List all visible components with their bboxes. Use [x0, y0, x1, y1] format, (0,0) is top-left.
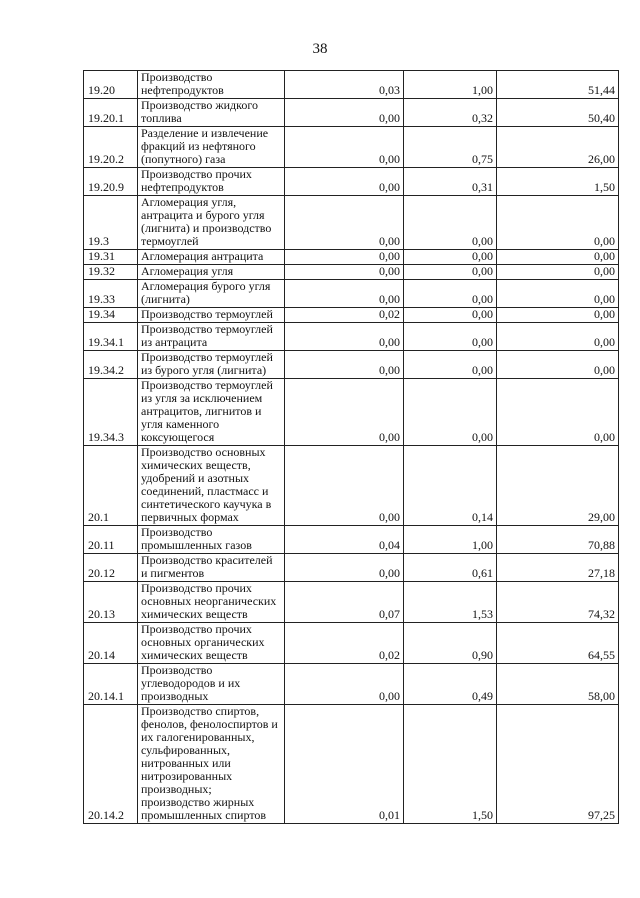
row-value-3: 64,55 [497, 623, 619, 664]
row-code: 19.20.2 [84, 127, 138, 168]
row-value-2: 0,00 [404, 280, 497, 308]
row-value-1: 0,00 [285, 127, 404, 168]
row-value-1: 0,02 [285, 308, 404, 323]
row-value-2: 0,90 [404, 623, 497, 664]
row-name: Производство основных химических веществ, удобрений и азотных соединений, пластмасс и синтетического каучука в первичных формах [138, 446, 285, 526]
row-value-3: 0,00 [497, 323, 619, 351]
table-row [84, 168, 619, 196]
table-row [84, 280, 619, 308]
row-value-1: 0,00 [285, 379, 404, 446]
row-value-1: 0,07 [285, 582, 404, 623]
row-value-3: 26,00 [497, 127, 619, 168]
table-row [84, 705, 619, 824]
row-value-2: 0,32 [404, 99, 497, 127]
row-name: Производство прочих основных неорганических химических веществ [138, 582, 285, 623]
row-value-2: 0,61 [404, 554, 497, 582]
row-code: 20.14 [84, 623, 138, 664]
row-value-2: 0,00 [404, 265, 497, 280]
row-value-2: 1,53 [404, 582, 497, 623]
row-value-3: 29,00 [497, 446, 619, 526]
row-value-1: 0,03 [285, 71, 404, 99]
table-row [84, 127, 619, 168]
row-code: 19.32 [84, 265, 138, 280]
row-value-3: 0,00 [497, 250, 619, 265]
row-name: Производство углеводородов и их производных [138, 664, 285, 705]
row-code: 19.31 [84, 250, 138, 265]
row-name: Производство жидкого топлива [138, 99, 285, 127]
row-value-3: 0,00 [497, 351, 619, 379]
row-value-2: 0,00 [404, 323, 497, 351]
row-code: 20.14.2 [84, 705, 138, 824]
table-row [84, 582, 619, 623]
row-name: Производство термоуглей из угля за исключением антрацитов, лигнитов и угля каменного коксующегося [138, 379, 285, 446]
table-row [84, 351, 619, 379]
row-value-2: 0,49 [404, 664, 497, 705]
row-value-1: 0,00 [285, 554, 404, 582]
row-code: 19.33 [84, 280, 138, 308]
table-row [84, 99, 619, 127]
page-number: 38 [312, 41, 328, 57]
row-value-3: 58,00 [497, 664, 619, 705]
row-value-2: 0,00 [404, 351, 497, 379]
row-value-3: 97,25 [497, 705, 619, 824]
row-value-3: 74,32 [497, 582, 619, 623]
row-value-3: 51,44 [497, 71, 619, 99]
row-value-2: 0,75 [404, 127, 497, 168]
row-value-1: 0,00 [285, 280, 404, 308]
row-value-1: 0,00 [285, 351, 404, 379]
row-code: 19.20 [84, 71, 138, 99]
table-row [84, 554, 619, 582]
row-value-2: 1,00 [404, 526, 497, 554]
row-value-2: 1,00 [404, 71, 497, 99]
row-code: 19.34.3 [84, 379, 138, 446]
row-name: Производство термоуглей из антрацита [138, 323, 285, 351]
row-value-3: 0,00 [497, 308, 619, 323]
row-code: 20.11 [84, 526, 138, 554]
row-name: Агломерация угля, антрацита и бурого угля (лигнита) и производство термоуглей [138, 196, 285, 250]
row-value-1: 0,00 [285, 99, 404, 127]
table-row [84, 323, 619, 351]
row-name: Производство термоуглей из бурого угля (лигнита) [138, 351, 285, 379]
row-value-3: 70,88 [497, 526, 619, 554]
row-code: 20.13 [84, 582, 138, 623]
row-value-1: 0,00 [285, 664, 404, 705]
table-row [84, 664, 619, 705]
table-row [84, 308, 619, 323]
table-row [84, 250, 619, 265]
row-value-3: 0,00 [497, 265, 619, 280]
table-row [84, 265, 619, 280]
row-value-2: 0,00 [404, 379, 497, 446]
row-value-1: 0,00 [285, 265, 404, 280]
table-row [84, 446, 619, 526]
table-row [84, 196, 619, 250]
row-code: 19.34.2 [84, 351, 138, 379]
row-value-3: 1,50 [497, 168, 619, 196]
row-name: Производство красителей и пигментов [138, 554, 285, 582]
row-code: 19.34 [84, 308, 138, 323]
row-value-2: 1,50 [404, 705, 497, 824]
row-name: Производство нефтепродуктов [138, 71, 285, 99]
row-name: Агломерация антрацита [138, 250, 285, 265]
row-value-3: 0,00 [497, 280, 619, 308]
row-value-1: 0,00 [285, 168, 404, 196]
row-value-2: 0,14 [404, 446, 497, 526]
row-value-1: 0,00 [285, 250, 404, 265]
row-value-1: 0,00 [285, 323, 404, 351]
row-name: Производство прочих нефтепродуктов [138, 168, 285, 196]
row-value-2: 0,00 [404, 250, 497, 265]
row-value-1: 0,04 [285, 526, 404, 554]
row-code: 20.14.1 [84, 664, 138, 705]
row-name: Производство прочих основных органических химических веществ [138, 623, 285, 664]
row-name: Производство термоуглей [138, 308, 285, 323]
row-name: Агломерация угля [138, 265, 285, 280]
row-value-3: 0,00 [497, 379, 619, 446]
row-code: 19.20.9 [84, 168, 138, 196]
row-value-1: 0,00 [285, 446, 404, 526]
row-value-3: 50,40 [497, 99, 619, 127]
row-value-3: 0,00 [497, 196, 619, 250]
row-value-2: 0,00 [404, 196, 497, 250]
row-value-1: 0,00 [285, 196, 404, 250]
table-row [84, 379, 619, 446]
row-code: 19.20.1 [84, 99, 138, 127]
row-name: Агломерация бурого угля (лигнита) [138, 280, 285, 308]
row-value-2: 0,31 [404, 168, 497, 196]
row-value-3: 27,18 [497, 554, 619, 582]
row-name: Разделение и извлечение фракций из нефтяного (попутного) газа [138, 127, 285, 168]
table-row [84, 623, 619, 664]
row-code: 20.12 [84, 554, 138, 582]
data-table [83, 70, 619, 824]
table-row [84, 526, 619, 554]
row-value-1: 0,01 [285, 705, 404, 824]
row-code: 20.1 [84, 446, 138, 526]
row-code: 19.34.1 [84, 323, 138, 351]
row-name: Производство промышленных газов [138, 526, 285, 554]
row-code: 19.3 [84, 196, 138, 250]
table-body [84, 71, 619, 824]
row-name: Производство спиртов, фенолов, фенолоспиртов и их галогенированных, сульфированных, нитрованных или нитрозированных производных; производство жирных промышленных спиртов [138, 705, 285, 824]
row-value-1: 0,02 [285, 623, 404, 664]
table-row [84, 71, 619, 99]
row-value-2: 0,00 [404, 308, 497, 323]
